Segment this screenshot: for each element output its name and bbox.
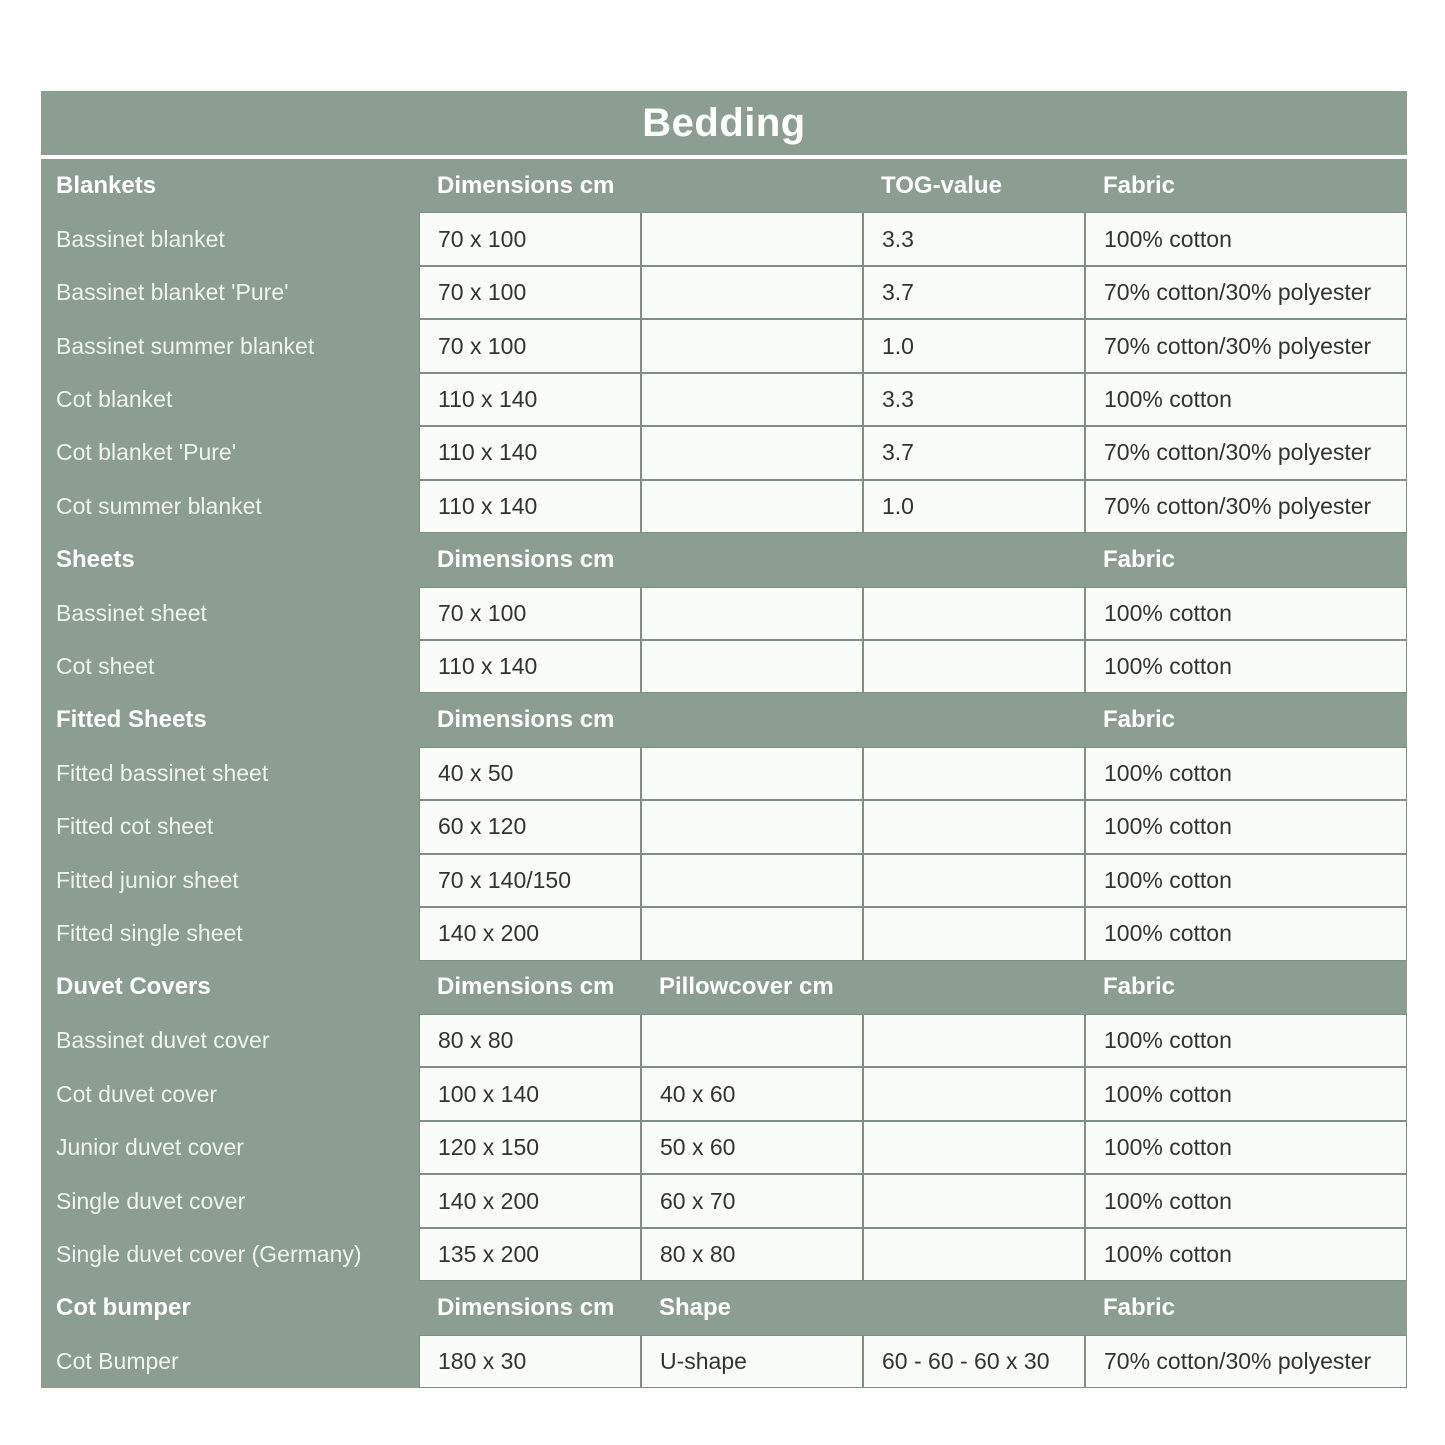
table-row: [41, 1228, 1407, 1281]
dimensions-cell: 80 x 80: [419, 1014, 641, 1067]
table-row: [41, 1014, 1407, 1067]
table-row: [41, 1174, 1407, 1227]
dimensions-cell: 140 x 200: [419, 907, 641, 960]
spacer-cell: [863, 854, 1085, 907]
spacer-cell: [863, 1014, 1085, 1067]
dimensions-header: Dimensions cm: [437, 545, 615, 573]
spacer-cell: [863, 907, 1085, 960]
item-label: Cot blanket: [56, 385, 173, 412]
dimensions-cell: 120 x 150: [419, 1121, 641, 1174]
section-header-row: [41, 1281, 1407, 1334]
pillowcover-cell: 50 x 60: [641, 1121, 863, 1174]
table-row: [41, 907, 1407, 960]
fabric-cell: 100% cotton: [1085, 212, 1407, 265]
fabric-cell: 70% cotton/30% polyester: [1085, 319, 1407, 372]
spacer-cell: [863, 800, 1085, 853]
table-row: [41, 747, 1407, 800]
dimensions-cell: 110 x 140: [419, 480, 641, 533]
pillowcover-cell: [641, 1014, 863, 1067]
item-label: Cot duvet cover: [56, 1080, 218, 1107]
section-header-row: [41, 159, 1407, 212]
corner-dimensions-cell: 60 - 60 - 60 x 30: [863, 1335, 1085, 1388]
tog-value-header: TOG-value: [881, 171, 1002, 199]
item-label: Single duvet cover (Germany): [56, 1240, 362, 1267]
section-label: Duvet Covers: [56, 973, 211, 1001]
spacer-header: [863, 693, 1085, 746]
tog-value-cell: 1.0: [863, 480, 1085, 533]
table-row: [41, 1335, 1407, 1388]
item-label: Fitted cot sheet: [56, 813, 214, 840]
item-label: Cot summer blanket: [56, 492, 262, 519]
spacer-header: [863, 961, 1085, 1014]
spacer-cell: [641, 854, 863, 907]
dimensions-cell: 110 x 140: [419, 426, 641, 479]
spacer-cell: [863, 1174, 1085, 1227]
spacer-cell: [863, 640, 1085, 693]
item-label: Cot blanket 'Pure': [56, 439, 237, 466]
section-header-row: [41, 693, 1407, 746]
section-label: Fitted Sheets: [56, 706, 207, 734]
corner-dimensions-header: [863, 1281, 1085, 1334]
spacer-cell: [863, 1067, 1085, 1120]
dimensions-cell: 60 x 120: [419, 800, 641, 853]
table-row: [41, 480, 1407, 533]
spacer-cell: [863, 587, 1085, 640]
tog-value-cell: 3.7: [863, 426, 1085, 479]
section-label: Sheets: [56, 545, 135, 573]
dimensions-cell: 70 x 100: [419, 587, 641, 640]
dimensions-cell: 110 x 140: [419, 373, 641, 426]
pillowcover-cell: 80 x 80: [641, 1228, 863, 1281]
table-row: [41, 640, 1407, 693]
dimensions-cell: 40 x 50: [419, 747, 641, 800]
dimensions-cell: 110 x 140: [419, 640, 641, 693]
item-label: Cot sheet: [56, 653, 155, 680]
fabric-cell: 100% cotton: [1085, 907, 1407, 960]
fabric-header: Fabric: [1103, 545, 1176, 573]
item-label: Bassinet summer blanket: [56, 332, 315, 359]
spacer-cell: [641, 266, 863, 319]
spacer-header: [863, 533, 1085, 586]
spacer-cell: [641, 747, 863, 800]
fabric-cell: 100% cotton: [1085, 640, 1407, 693]
table-body: [41, 159, 1407, 1388]
item-label: Fitted bassinet sheet: [56, 760, 269, 787]
fabric-header: Fabric: [1103, 171, 1176, 199]
section-header-row: [41, 533, 1407, 586]
fabric-cell: 100% cotton: [1085, 1067, 1407, 1120]
item-label: Bassinet duvet cover: [56, 1027, 270, 1054]
dimensions-header: Dimensions cm: [437, 171, 615, 199]
shape-header: Shape: [659, 1293, 732, 1321]
item-label: Fitted junior sheet: [56, 866, 239, 893]
fabric-cell: 70% cotton/30% polyester: [1085, 1335, 1407, 1388]
spacer-header: [641, 693, 863, 746]
section-label: Cot bumper: [56, 1293, 191, 1321]
spacer-cell: [641, 426, 863, 479]
item-label: Bassinet sheet: [56, 599, 207, 626]
tog-value-cell: 3.3: [863, 373, 1085, 426]
item-label: Single duvet cover: [56, 1187, 246, 1214]
item-label: Bassinet blanket: [56, 225, 225, 252]
spacer-cell: [641, 587, 863, 640]
spacer-cell: [863, 747, 1085, 800]
section-label: Blankets: [56, 171, 157, 199]
spacer-cell: [863, 1121, 1085, 1174]
tog-value-cell: 3.3: [863, 212, 1085, 265]
table-row: [41, 212, 1407, 265]
spacer-header: [641, 533, 863, 586]
table-row: [41, 266, 1407, 319]
table-row: [41, 854, 1407, 907]
shape-cell: U-shape: [641, 1335, 863, 1388]
spacer-cell: [641, 800, 863, 853]
fabric-cell: 100% cotton: [1085, 1014, 1407, 1067]
pillowcover-cell: 40 x 60: [641, 1067, 863, 1120]
fabric-cell: 100% cotton: [1085, 1228, 1407, 1281]
spacer-cell: [641, 907, 863, 960]
item-label: Cot Bumper: [56, 1347, 179, 1374]
table-row: [41, 1121, 1407, 1174]
item-label: Fitted single sheet: [56, 920, 243, 947]
fabric-cell: 100% cotton: [1085, 373, 1407, 426]
table-row: [41, 800, 1407, 853]
dimensions-cell: 180 x 30: [419, 1335, 641, 1388]
item-label: Bassinet blanket 'Pure': [56, 279, 289, 306]
fabric-cell: 100% cotton: [1085, 800, 1407, 853]
dimensions-cell: 70 x 100: [419, 319, 641, 372]
table-row: [41, 426, 1407, 479]
fabric-header: Fabric: [1103, 973, 1176, 1001]
dimensions-cell: 135 x 200: [419, 1228, 641, 1281]
table-row: [41, 319, 1407, 372]
tog-value-cell: 1.0: [863, 319, 1085, 372]
table-row: [41, 1067, 1407, 1120]
spacer-cell: [641, 319, 863, 372]
section-header-row: [41, 961, 1407, 1014]
fabric-cell: 100% cotton: [1085, 747, 1407, 800]
fabric-cell: 100% cotton: [1085, 854, 1407, 907]
dimensions-header: Dimensions cm: [437, 1293, 615, 1321]
table-row: [41, 587, 1407, 640]
spacer-header: [641, 159, 863, 212]
spacer-cell: [641, 640, 863, 693]
dimensions-cell: 140 x 200: [419, 1174, 641, 1227]
fabric-cell: 100% cotton: [1085, 1174, 1407, 1227]
dimensions-cell: 70 x 100: [419, 212, 641, 265]
fabric-header: Fabric: [1103, 706, 1176, 734]
dimensions-header: Dimensions cm: [437, 706, 615, 734]
fabric-cell: 70% cotton/30% polyester: [1085, 426, 1407, 479]
fabric-header: Fabric: [1103, 1293, 1176, 1321]
fabric-cell: 70% cotton/30% polyester: [1085, 266, 1407, 319]
dimensions-header: Dimensions cm: [437, 973, 615, 1001]
spacer-cell: [641, 212, 863, 265]
bedding-size-table: [41, 91, 1407, 1388]
dimensions-cell: 70 x 140/150: [419, 854, 641, 907]
fabric-cell: 100% cotton: [1085, 1121, 1407, 1174]
spacer-cell: [863, 1228, 1085, 1281]
page-title: Bedding: [642, 100, 806, 145]
item-label: Junior duvet cover: [56, 1134, 244, 1161]
title-bar: [41, 91, 1407, 155]
dimensions-cell: 100 x 140: [419, 1067, 641, 1120]
fabric-cell: 70% cotton/30% polyester: [1085, 480, 1407, 533]
fabric-cell: 100% cotton: [1085, 587, 1407, 640]
spacer-cell: [641, 373, 863, 426]
spacer-cell: [641, 480, 863, 533]
dimensions-cell: 70 x 100: [419, 266, 641, 319]
tog-value-cell: 3.7: [863, 266, 1085, 319]
pillowcover-header: Pillowcover cm: [659, 973, 834, 1001]
pillowcover-cell: 60 x 70: [641, 1174, 863, 1227]
table-row: [41, 373, 1407, 426]
